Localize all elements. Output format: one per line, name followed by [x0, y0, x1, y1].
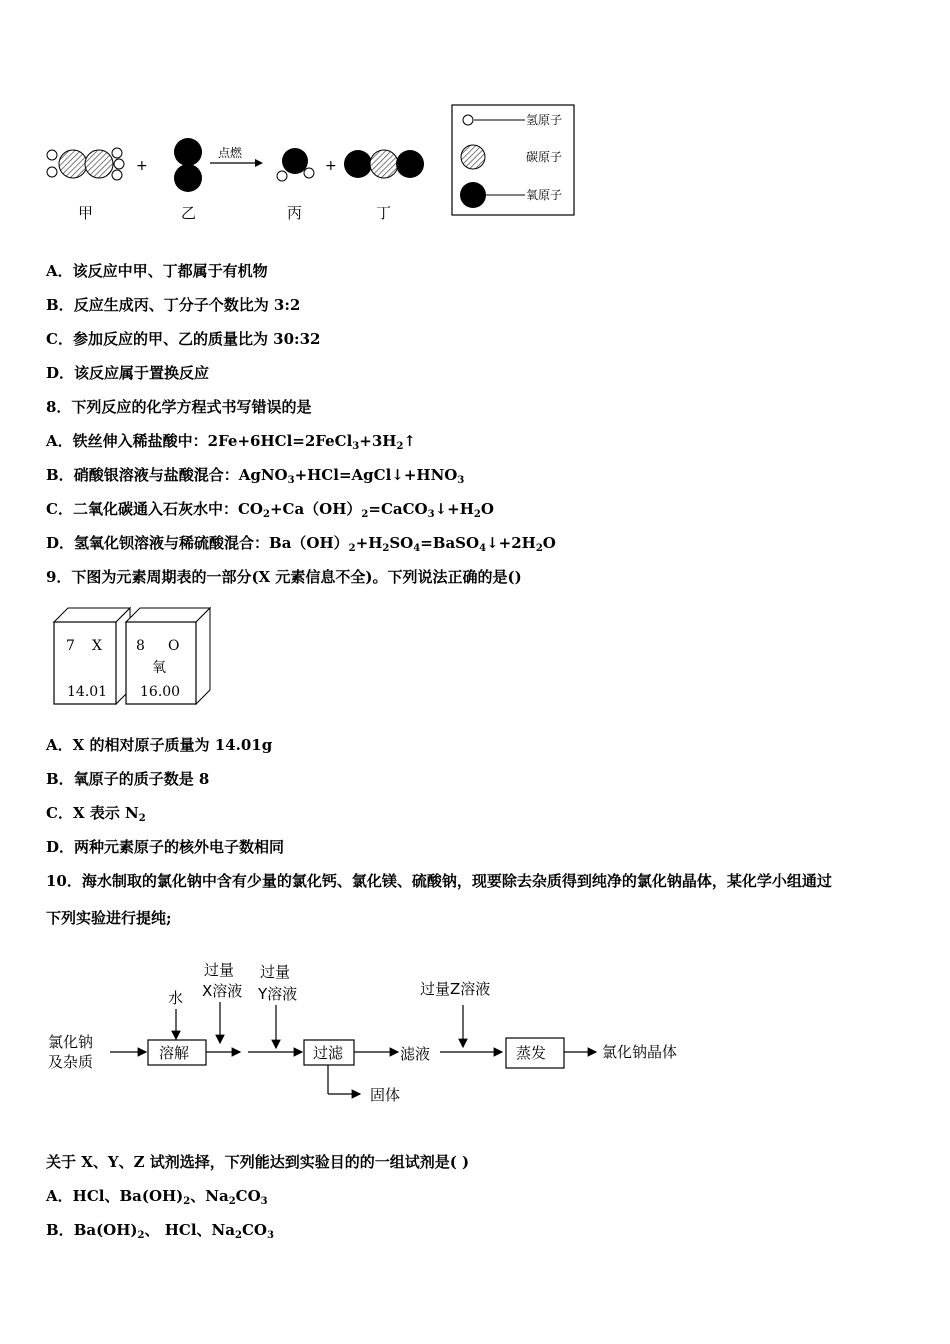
flow-y-line1: 过量: [260, 963, 291, 981]
q10-option-b: B．$Ba(OH)_2$、 HCl、$Na_2CO_3$: [46, 1221, 274, 1241]
q10-stem-line1: 10．海水制取的氯化钠中含有少量的氯化钙、氯化镁、硫酸钠，现要除去杂质得到纯净的氯化钠晶体，某化学小组通过: [46, 872, 832, 890]
molecule-yi: [174, 138, 202, 222]
flow-solid: 固体: [370, 1086, 401, 1104]
cell-x-symbol: X: [92, 638, 102, 654]
q10-option-a: A．HCl、$Ba(OH)_2$、$Na_2CO_3$: [46, 1187, 268, 1207]
purification-flowchart: [44, 955, 704, 1115]
q7-option-c: C．参加反应的甲、乙的质量比为 30:32: [46, 330, 321, 348]
q10-question: 关于 X、Y、Z 试剂选择，下列能达到实验目的的一组试剂是( ): [46, 1153, 470, 1171]
q8-option-d: D．氢氧化钡溶液与稀硫酸混合：$Ba(OH)_2+H_2SO_4=BaSO_4↓+2H_2O$: [46, 534, 556, 554]
flow-start-line1: 氯化钠: [48, 1033, 94, 1051]
cell-x-mass: 14.01: [67, 684, 108, 700]
q7-option-a: A．该反应中甲、丁都属于有机物: [46, 262, 268, 280]
molecule-bing: [277, 148, 314, 222]
plus-1: +: [136, 158, 148, 174]
cell-o-number: 8: [136, 638, 145, 654]
cell-o-name: 氧: [152, 660, 166, 676]
element-cell-o: [126, 608, 210, 704]
q7-option-b: B．反应生成丙、丁分子个数比为 3:2: [46, 296, 301, 314]
molecule-jia: [47, 148, 124, 222]
cell-o-symbol: O: [168, 638, 180, 654]
q8-option-c: C．二氧化碳通入石灰水中：$CO_2+Ca(OH)_2=CaCO_3↓+H_2O$: [46, 500, 494, 520]
flow-evaporate: 蒸发: [516, 1044, 547, 1062]
q8-stem: 8．下列反应的化学方程式书写错误的是: [46, 398, 312, 416]
label-jia: 甲: [78, 204, 94, 222]
periodic-table-fragment: [48, 602, 218, 710]
legend-carbon: 碳原子: [526, 150, 563, 164]
flow-dissolve: 溶解: [159, 1044, 190, 1062]
label-yi: 乙: [181, 204, 197, 222]
flow-x-line2: X溶液: [202, 982, 243, 1000]
reaction-arrow: [210, 145, 263, 167]
q9-option-d: D．两种元素原子的核外电子数相同: [46, 838, 285, 856]
flow-y-line2: Y溶液: [258, 985, 298, 1003]
q7-option-d: D．该反应属于置换反应: [46, 364, 210, 382]
q9-stem: 9．下图为元素周期表的一部分(X 元素信息不全)。下列说法正确的是(): [46, 568, 522, 586]
flow-z-label: 过量Z溶液: [420, 980, 491, 998]
flow-x-line1: 过量: [204, 961, 235, 979]
element-cell-x: [54, 608, 130, 704]
flow-filter: 过滤: [313, 1044, 344, 1062]
reaction-diagram: [40, 100, 585, 225]
legend-hydrogen: 氢原子: [526, 113, 563, 127]
flow-filtrate: 滤液: [400, 1045, 431, 1063]
q9-option-a: A．X 的相对原子质量为 14.01g: [46, 736, 273, 754]
flow-water: 水: [168, 989, 184, 1007]
q8-option-a: A．铁丝伸入稀盐酸中：$2Fe+6HCl=2FeCl_3+3H_2↑$: [46, 432, 416, 452]
q9-option-c: C．X 表示 $N_2$: [46, 804, 146, 824]
arrow-label: 点燃: [218, 146, 243, 160]
legend-oxygen: 氧原子: [526, 188, 563, 202]
flow-start-line2: 及杂质: [48, 1053, 94, 1071]
molecule-ding: [344, 150, 424, 222]
cell-o-mass: 16.00: [140, 684, 181, 700]
q8-option-b: B．硝酸银溶液与盐酸混合：$AgNO_3+HCl=AgCl↓+HNO_3$: [46, 466, 465, 486]
q10-stem-line2: 下列实验进行提纯;: [46, 909, 172, 927]
cell-x-number: 7: [66, 638, 75, 654]
label-bing: 丙: [287, 204, 303, 222]
flow-product: 氯化钠晶体: [602, 1043, 678, 1061]
plus-2: +: [325, 158, 337, 174]
label-ding: 丁: [376, 204, 392, 222]
q9-option-b: B．氧原子的质子数是 8: [46, 770, 210, 788]
legend: [452, 105, 574, 215]
